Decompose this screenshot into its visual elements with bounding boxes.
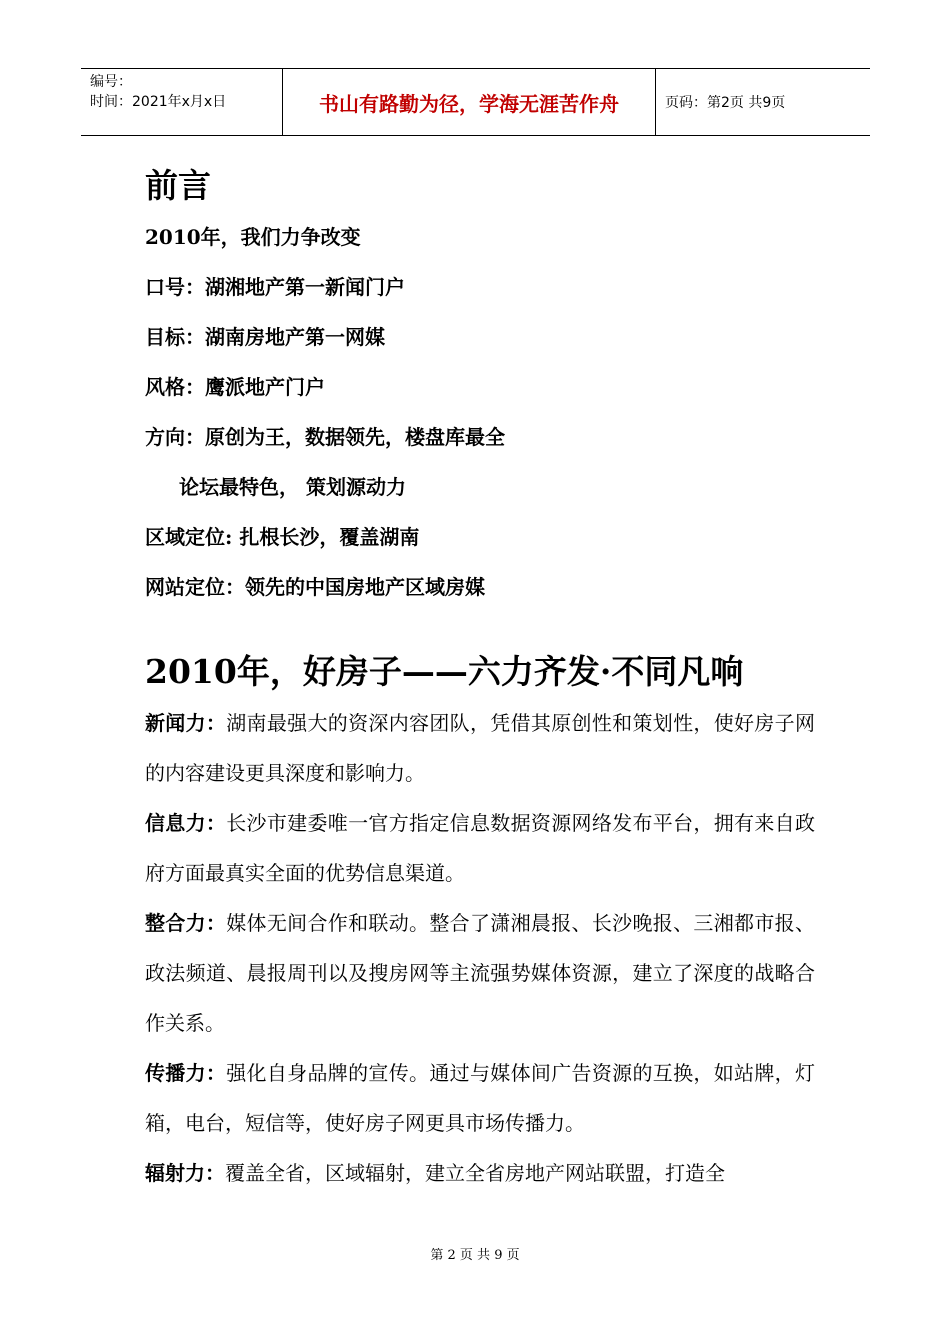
- force-text: 强化自身品牌的宣传。通过与媒体间广告资源的互换，如站牌，灯箱，电台，短信等，使好房子网更具市场传播力。: [145, 1061, 815, 1135]
- preface-line: 区域定位: 扎根长沙，覆盖湖南: [145, 525, 420, 549]
- preface-line: 风格：鹰派地产门户: [145, 375, 325, 399]
- preface-line: 口号：湖湘地产第一新闻门户: [145, 275, 405, 299]
- force-text: 媒体无间合作和联动。整合了潇湘晨报、长沙晚报、三湘都市报、政法频道、晨报周刊以及搜房网等主流强势媒体资源，建立了深度的战略合作关系。: [145, 911, 815, 1035]
- force-paragraph: [145, 1148, 815, 1198]
- force-paragraph: [145, 698, 815, 798]
- header-page-cell: [656, 69, 870, 135]
- preface-line: 目标：湖南房地产第一网媒: [145, 325, 385, 349]
- header-motto-cell: [283, 69, 656, 135]
- document-body: [145, 160, 815, 1198]
- header-number: 编号：: [90, 74, 132, 90]
- header-time: 时间：2021年x月x日: [90, 94, 227, 110]
- preface-line: 2010年，我们力争改变: [145, 225, 361, 249]
- force-label: 整合力：: [145, 911, 227, 935]
- force-label: 传播力：: [145, 1061, 227, 1085]
- section-title-six-forces: 2010年，好房子——六力齐发·不同凡响: [145, 652, 744, 691]
- section-gap: [145, 612, 815, 646]
- force-text: 湖南最强大的资深内容团队，凭借其原创性和策划性，使好房子网的内容建设更具深度和影响力。: [145, 711, 815, 785]
- preface-line: 方向：原创为王，数据领先，楼盘库最全: [145, 425, 505, 449]
- force-text: 覆盖全省，区域辐射，建立全省房地产网站联盟，打造全: [225, 1161, 725, 1185]
- force-paragraph: [145, 898, 815, 1048]
- force-label: 新闻力：: [145, 711, 227, 735]
- force-text: 长沙市建委唯一官方指定信息数据资源网络发布平台，拥有来自政府方面最真实全面的优势信息渠道。: [145, 811, 815, 885]
- force-paragraph: [145, 1048, 815, 1148]
- header-meta: [81, 69, 283, 135]
- force-label: 辐射力：: [145, 1161, 225, 1185]
- header-page-number: 页码：第2页 共9页: [665, 95, 786, 111]
- page-footer: 第 2 页 共 9 页: [430, 1248, 520, 1263]
- preface-line: 论坛最特色， 策划源动力: [179, 475, 406, 499]
- force-label: 信息力：: [145, 811, 227, 835]
- page-header: [81, 68, 870, 136]
- header-motto: 书山有路勤为径，学海无涯苦作舟: [319, 91, 619, 116]
- force-paragraph: [145, 798, 815, 898]
- preface-line: 网站定位：领先的中国房地产区域房媒: [145, 575, 485, 599]
- section-title-preface: 前言: [145, 166, 211, 205]
